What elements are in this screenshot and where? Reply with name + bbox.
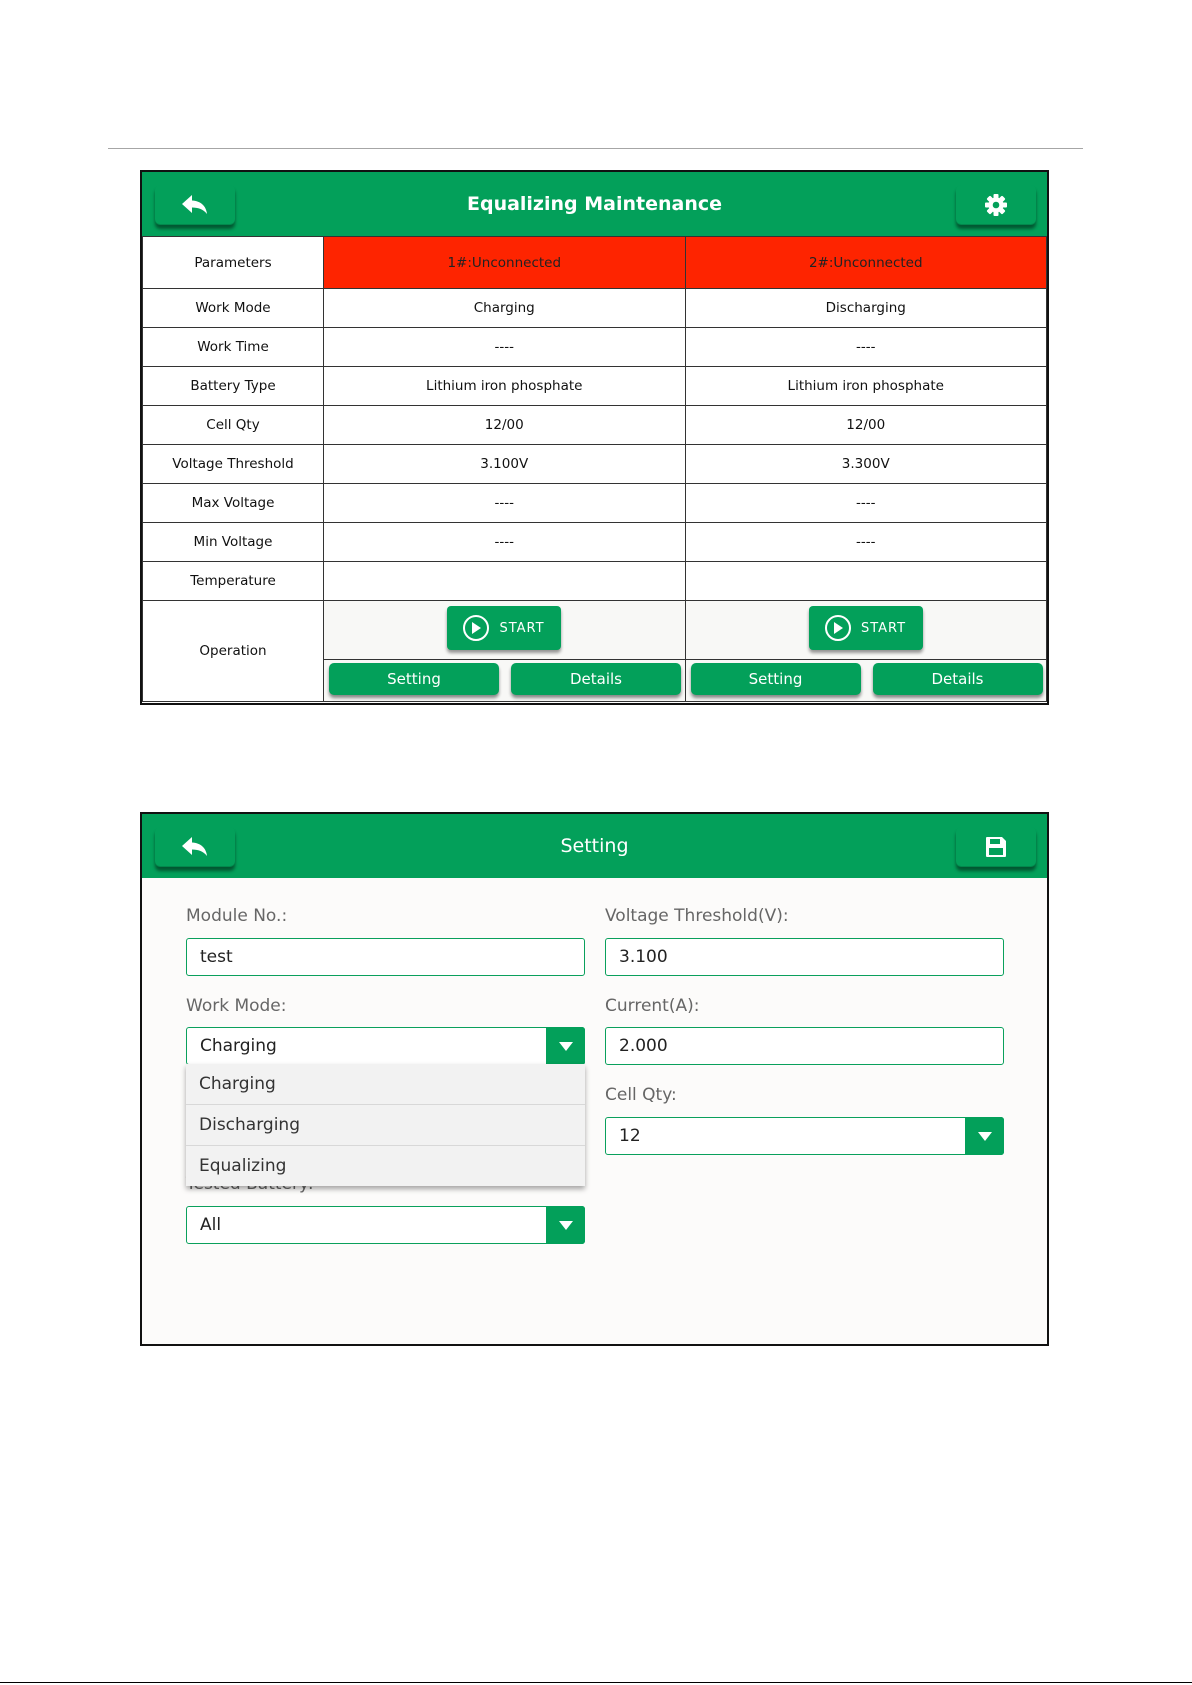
tested-battery-select[interactable] [186,1206,585,1244]
row-label-work-time: Work Time [143,328,324,367]
row-label-cell-qty: Cell Qty [143,406,324,445]
table-row [143,289,1047,328]
back-button[interactable] [155,185,235,225]
channel-2-work-mode: Discharging [685,289,1047,328]
row-label-max-voltage: Max Voltage [143,484,324,523]
work-mode-option-equalizing[interactable]: Equalizing [199,1156,287,1176]
reply-arrow-icon [181,194,209,216]
current-label: Current(A): [605,996,700,1016]
channel-2-max-voltage: ---- [685,484,1047,523]
play-circle-icon [825,615,851,641]
table-row [143,484,1047,523]
module-no-label: Module No.: [186,906,288,926]
row-label-work-mode: Work Mode [143,289,324,328]
module-no-input[interactable]: test [186,938,585,976]
channel-1-setting-button[interactable]: Setting [329,663,499,695]
chevron-down-icon[interactable] [965,1117,1004,1155]
gear-icon [984,193,1008,217]
channel-2-operation [685,601,1047,702]
start-label: START [499,620,545,636]
table-row [143,367,1047,406]
equalizing-maintenance-screen [140,170,1049,705]
channel-1-temperature [324,562,686,601]
page-title: Equalizing Maintenance [466,193,723,215]
tested-battery-value: All [200,1215,222,1235]
channel-2-cell-qty: 12/00 [685,406,1047,445]
channel-1-work-time: ---- [324,328,686,367]
row-label-temperature: Temperature [143,562,324,601]
work-mode-value: Charging [200,1036,277,1056]
work-mode-dropdown [186,1064,585,1186]
save-button[interactable] [956,827,1036,867]
channel-2-work-time: ---- [685,328,1047,367]
chevron-down-icon[interactable] [546,1206,585,1244]
channel-1-battery-type: Lithium iron phosphate [324,367,686,406]
start-label: START [860,620,907,636]
floppy-disk-icon [985,836,1007,858]
parameters-header: Parameters [143,237,324,289]
cell-qty-label: Cell Qty: [605,1085,677,1105]
channel-2-voltage-threshold: 3.300V [685,445,1047,484]
page-top-rule [108,148,1083,149]
table-row [143,562,1047,601]
parameters-table [142,236,1047,702]
back-button[interactable] [155,827,235,867]
table-header-row [143,237,1047,289]
operation-divider [686,659,1047,660]
row-label-operation: Operation [143,601,324,702]
channel-2-setting-button[interactable]: Setting [691,663,861,695]
current-input[interactable]: 2.000 [605,1027,1004,1065]
page-title: Setting [560,835,629,857]
work-mode-option-charging[interactable]: Charging [186,1064,585,1105]
work-mode-option-discharging[interactable]: Discharging [186,1105,585,1146]
cell-qty-select[interactable] [605,1117,1004,1155]
channel-1-work-mode: Charging [324,289,686,328]
work-mode-label: Work Mode: [186,996,287,1016]
chevron-down-icon[interactable] [546,1027,585,1065]
page-bottom-rule [0,1682,1192,1683]
channel-1-start-button[interactable] [447,606,561,650]
channel-2-start-button[interactable] [809,606,923,650]
setting-screen [140,812,1049,1346]
channel-1-voltage-threshold: 3.100V [324,445,686,484]
table-row [143,445,1047,484]
voltage-threshold-label: Voltage Threshold(V): [605,906,789,926]
table-row [143,523,1047,562]
channel-2-min-voltage: ---- [685,523,1047,562]
row-label-battery-type: Battery Type [143,367,324,406]
play-circle-icon [463,615,489,641]
channel-2-temperature [685,562,1047,601]
settings-button[interactable] [956,185,1036,225]
row-label-voltage-threshold: Voltage Threshold [143,445,324,484]
reply-arrow-icon [181,836,209,858]
voltage-threshold-input[interactable]: 3.100 [605,938,1004,976]
table-row [143,406,1047,445]
work-mode-select[interactable] [186,1027,585,1065]
cell-qty-value: 12 [619,1126,641,1146]
channel-2-details-button[interactable]: Details [873,663,1043,695]
operation-divider [324,659,685,660]
app-bar [142,172,1047,236]
channel-1-operation [324,601,686,702]
channel-1-cell-qty: 12/00 [324,406,686,445]
table-row [143,328,1047,367]
channel-2-battery-type: Lithium iron phosphate [685,367,1047,406]
channel-1-min-voltage: ---- [324,523,686,562]
channel-2-status: 2#:Unconnected [685,237,1047,289]
channel-1-details-button[interactable]: Details [511,663,681,695]
channel-1-max-voltage: ---- [324,484,686,523]
app-bar [142,814,1047,878]
operation-row [143,601,1047,702]
row-label-min-voltage: Min Voltage [143,523,324,562]
channel-1-status: 1#:Unconnected [324,237,686,289]
